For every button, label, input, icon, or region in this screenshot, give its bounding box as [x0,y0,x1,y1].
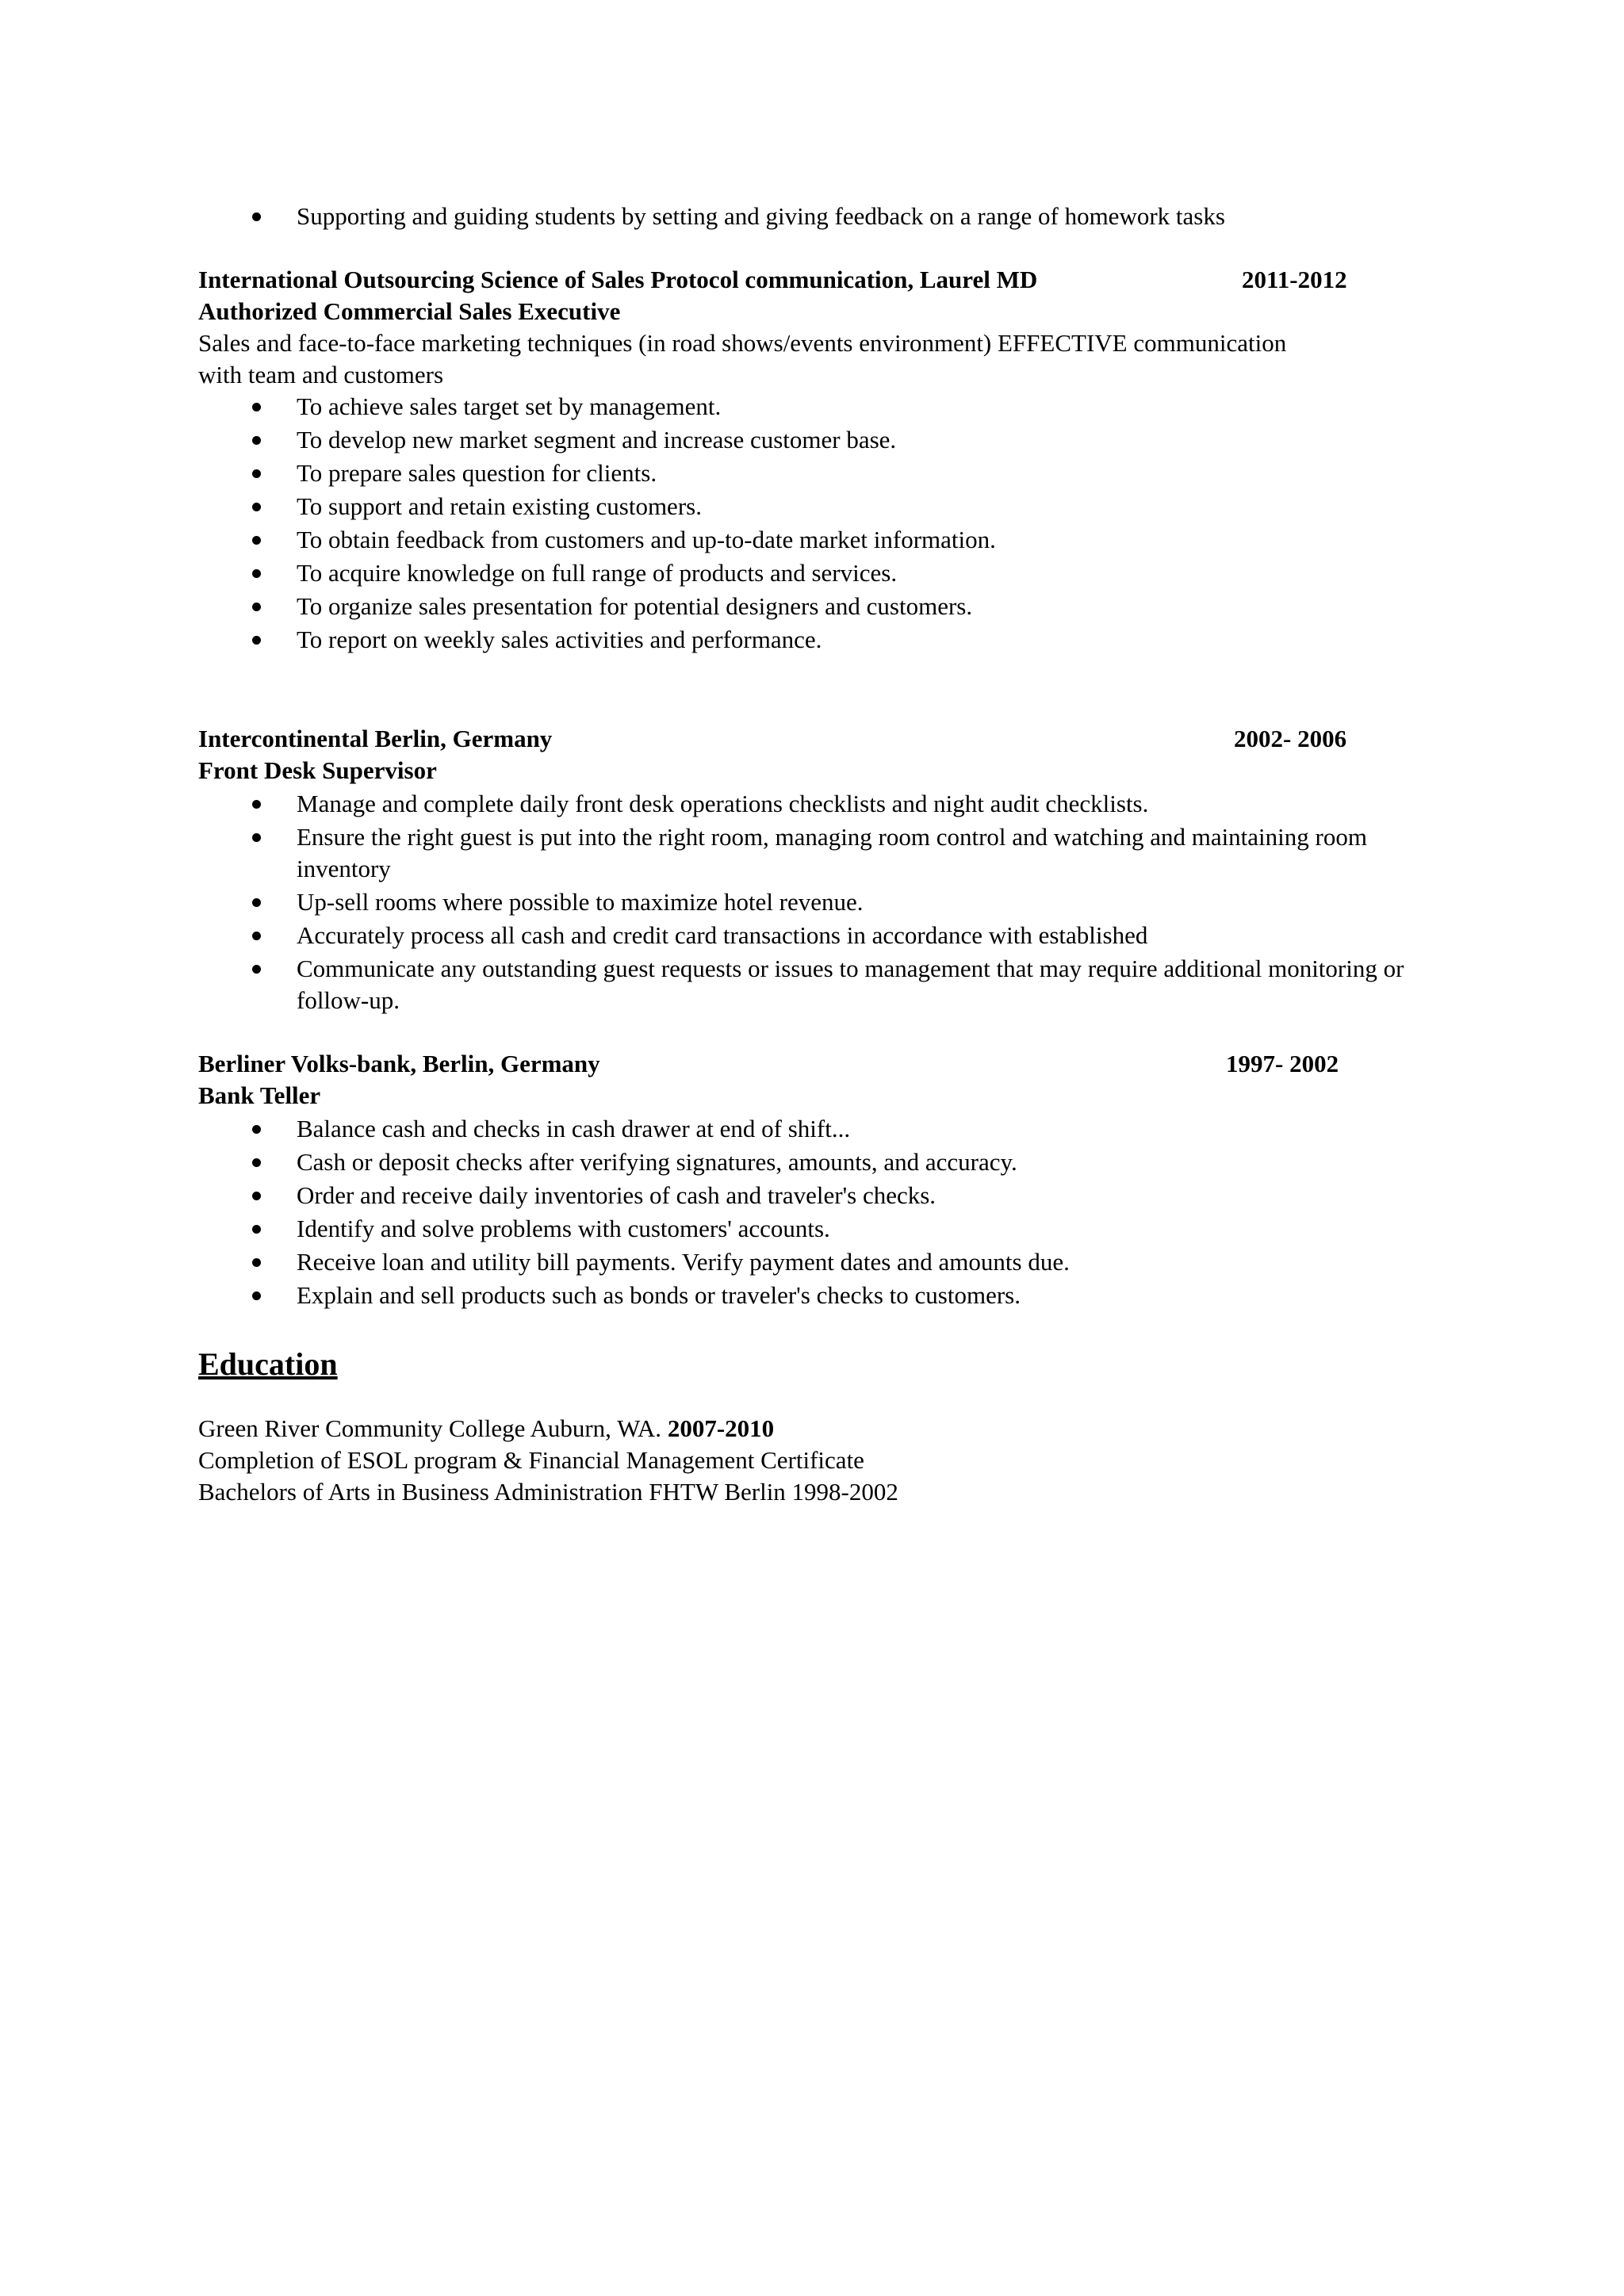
list-item: Order and receive daily inventories of cash and traveler's checks. [0,1180,1423,1211]
job-title: Authorized Commercial Sales Executive [198,297,621,325]
job-summary-line: with team and customers [198,361,444,388]
job-dates: 2002- 2006 [1234,725,1347,752]
job-header [198,723,1372,755]
bullet-icon [252,965,261,974]
bullet-icon [252,1258,261,1267]
job-header [198,264,1372,296]
bullet-icon [252,800,261,809]
list-item: Identify and solve problems with customers' accounts. [0,1213,1423,1245]
bullet-icon [252,503,261,511]
list-item: Supporting and guiding students by setting and giving feedback on a range of homework tasks [0,201,1423,232]
list-item: To develop new market segment and increase customer base. [0,424,1423,456]
bullet-icon [252,469,261,478]
job-dates: 2011-2012 [1242,266,1347,293]
list-item: Manage and complete daily front desk operations checklists and night audit checklists. [0,788,1423,820]
list-item: To achieve sales target set by management. [0,391,1423,423]
bullet-icon [252,898,261,907]
bullet-icon [252,536,261,545]
job-title: Front Desk Supervisor [198,756,437,784]
bullet-icon [252,1158,261,1167]
education-school: Green River Community College Auburn, WA. [198,1414,668,1442]
list-item: To acquire knowledge on full range of products and services. [0,557,1423,589]
bullet-icon [252,1125,261,1134]
list-item: Cash or deposit checks after verifying signatures, amounts, and accuracy. [0,1146,1423,1178]
job-bullet-list [0,788,1423,1016]
bullet-icon [252,1192,261,1200]
bullet-icon [252,1292,261,1300]
bullet-icon [252,1225,261,1234]
job-bullet-list [0,391,1423,656]
employer-name: International Outsourcing Science of Sales Protocol communication, Laurel MD [198,266,1038,293]
list-item: Up-sell rooms where possible to maximize hotel revenue. [0,886,1423,918]
list-item: Balance cash and checks in cash drawer at end of shift... [0,1113,1423,1145]
education-line [198,1413,774,1445]
education-line: Bachelors of Arts in Business Administration FHTW Berlin 1998-2002 [198,1478,898,1506]
job-bullet-list [0,1113,1423,1311]
employer-name: Berliner Volks-bank, Berlin, Germany [198,1050,600,1077]
list-item: Accurately process all cash and credit card transactions in accordance with established [0,920,1423,951]
list-item: Ensure the right guest is put into the right room, managing room control and watching and maintaining room inventory [0,821,1423,885]
bullet-icon [252,436,261,445]
employer-name: Intercontinental Berlin, Germany [198,725,553,752]
list-item: To prepare sales question for clients. [0,457,1423,489]
list-item: To report on weekly sales activities and performance. [0,624,1423,656]
list-item: To organize sales presentation for potential designers and customers. [0,591,1423,622]
job-title: Bank Teller [198,1081,321,1109]
bullet-icon [252,833,261,842]
list-item: Communicate any outstanding guest requests or issues to management that may require additional monitoring or follow-up. [0,953,1423,1016]
list-item: To obtain feedback from customers and up-to-date market information. [0,524,1423,556]
education-heading: Education [198,1346,338,1382]
bullet-icon [252,212,261,221]
bullet-icon [252,932,261,940]
education-line: Completion of ESOL program & Financial Management Certificate [198,1446,864,1474]
list-item: Receive loan and utility bill payments. Verify payment dates and amounts due. [0,1246,1423,1278]
bullet-icon [252,569,261,578]
top-bullet-list [0,201,1423,232]
bullet-icon [252,603,261,611]
job-summary-line: Sales and face-to-face marketing techniques (in road shows/events environment) EFFECTIVE communication [198,329,1287,357]
education-dates: 2007-2010 [667,1414,775,1442]
job-dates: 1997- 2002 [1226,1050,1339,1077]
bullet-icon [252,636,261,645]
list-item: Explain and sell products such as bonds or traveler's checks to customers. [0,1280,1423,1311]
list-item: To support and retain existing customers. [0,491,1423,522]
bullet-icon [252,403,261,411]
job-header [198,1048,1372,1080]
